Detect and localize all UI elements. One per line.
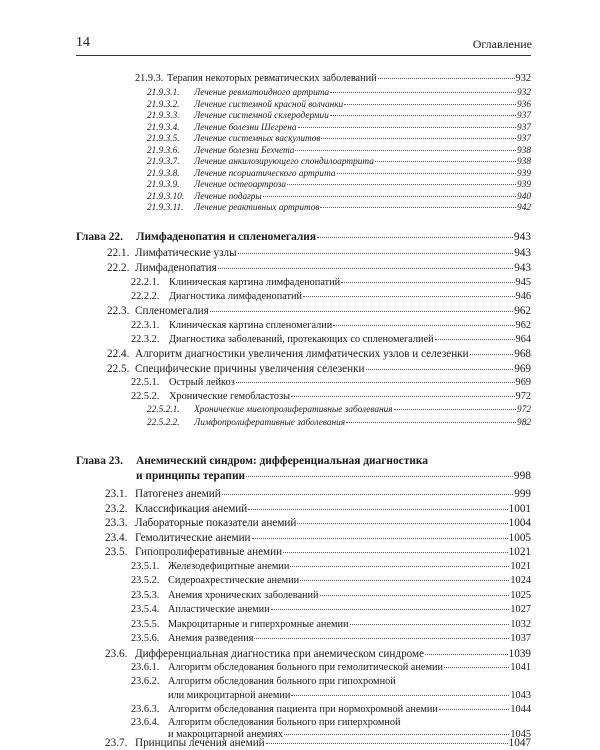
dot-leader (303, 296, 515, 297)
toc-entry[interactable]: 23.1. Патогенез анемий 999 (105, 488, 531, 500)
toc-entry[interactable]: 22.4. Алгоритм диагностики увеличения лимфатических узлов и селезенки 968 (107, 348, 531, 360)
toc-entry[interactable]: 23.6.3. Алгоритм обследования пациента при нормохромной анемии 1044 (131, 704, 531, 715)
dot-leader (291, 396, 514, 397)
dot-leader (283, 552, 508, 553)
toc-entry[interactable]: 23.5.1. Железодефицитные анемии 1021 (131, 560, 531, 572)
toc-entry[interactable]: 22.5.2.2. Лимфопролиферативные заболевания 982 (147, 418, 531, 428)
toc-entry[interactable]: 22.3.1. Клиническая картина спленомегалии 962 (131, 320, 531, 331)
toc-entry[interactable]: 22.5.2. Хронические гемобластозы 972 (131, 391, 531, 402)
toc-entry[interactable]: 23.5. Гипопролиферативные анемии 1021 (105, 546, 531, 558)
chapter-heading[interactable]: Глава 23. Анемический синдром: дифференциальная диагностика (76, 455, 428, 467)
toc-entry[interactable]: 23.6.2. Алгоритм обследования больного при гипохромной (131, 676, 396, 687)
dot-leader (341, 282, 514, 283)
dot-leader (320, 595, 510, 596)
toc-entry[interactable]: 22.2.2. Диагностика лимфаденопатий 946 (131, 291, 531, 302)
dot-leader (284, 734, 509, 735)
dot-leader (287, 184, 516, 185)
toc-entry[interactable]: 23.7. Принципы лечения анемий 1047 (105, 737, 531, 749)
dot-leader (238, 253, 514, 254)
toc-entry[interactable]: 21.9.3.6. Лечение болезни Бехчета 938 (147, 145, 531, 156)
dot-leader (246, 476, 513, 477)
toc-entry[interactable]: 21.9.3. Терапия некоторых ревматических заболеваний 932 (135, 73, 531, 84)
dot-leader (394, 409, 516, 410)
toc-entry[interactable]: 21.9.3.7. Лечение анкилозирующего спондилоартрита 938 (147, 157, 531, 167)
toc-entry[interactable]: 21.9.3.3. Лечение системной склеродермии 937 (147, 111, 531, 121)
chapter-heading[interactable]: Глава 22. Лимфаденопатия и спленомегалия 943 (76, 231, 531, 243)
dot-leader (366, 369, 514, 370)
toc-entry-continued[interactable]: и макроцитарной анемиях 1045 (168, 729, 531, 740)
toc-entry[interactable]: 23.3. Лабораторные показатели анемий 1004 (105, 517, 531, 529)
toc-entry[interactable]: 21.9.3.10. Лечение подагры 940 (147, 191, 531, 202)
header-rule (76, 55, 531, 56)
toc-entry[interactable]: 23.5.6. Анемия разведения 1037 (131, 633, 531, 644)
page-number: 14 (76, 35, 90, 50)
toc-entry[interactable]: 21.9.3.9. Лечение остеоартроза 939 (147, 180, 531, 190)
toc-entry[interactable]: 22.2. Лимфаденопатия 943 (107, 262, 531, 274)
toc-entry[interactable]: 22.2.1. Клиническая картина лимфаденопатий 945 (131, 277, 531, 288)
dot-leader (252, 538, 508, 539)
toc-entry[interactable]: 21.9.3.4. Лечение болезни Шегрена 937 (147, 122, 531, 133)
dot-leader (425, 654, 508, 655)
dot-leader (346, 422, 516, 423)
dot-leader (439, 709, 509, 710)
dot-leader (350, 624, 510, 625)
dot-leader (300, 580, 509, 581)
toc-entry-continued[interactable]: или микроцитарной анемии 1043 (168, 690, 531, 701)
toc-entry[interactable]: 21.9.3.5. Лечение системных васкулитов 937 (147, 134, 531, 144)
toc-entry[interactable]: 22.5.2.1. Хронические миелопролиферативные заболевания 972 (147, 405, 531, 415)
dot-leader (317, 237, 513, 238)
dot-leader (321, 138, 516, 139)
dot-leader (435, 339, 515, 340)
dot-leader (320, 207, 516, 208)
toc-entry[interactable]: 23.6.4. Алгоритм обследования больного при гиперхромной (131, 717, 401, 728)
dot-leader (266, 743, 508, 744)
toc-entry[interactable]: 21.9.3.1. Лечение ревматоидного артрита 932 (147, 88, 531, 98)
dot-leader (248, 509, 507, 510)
toc-entry[interactable]: 21.9.3.11. Лечение реактивных артритов 942 (147, 203, 531, 213)
dot-leader (271, 609, 510, 610)
dot-leader (222, 494, 513, 495)
dot-leader (330, 115, 516, 116)
toc-entry[interactable]: 23.5.5. Макроцитарные и гиперхромные анемии 1032 (131, 618, 531, 630)
toc-entry[interactable]: 23.4. Гемолитические анемии 1005 (105, 531, 531, 544)
dot-leader (254, 638, 509, 639)
toc-entry[interactable]: 21.9.3.2. Лечение системной красной волчанки 936 (147, 99, 531, 110)
running-title: Оглавление (472, 37, 532, 51)
dot-leader (297, 523, 507, 524)
dot-leader (470, 354, 514, 355)
chapter-heading-continued[interactable]: и принципы терапии 998 (136, 470, 531, 482)
toc-entry[interactable]: 23.2. Классификация анемий 1001 (105, 502, 531, 515)
toc-entry[interactable]: 22.3. Спленомегалия 962 (107, 305, 531, 317)
dot-leader (236, 382, 515, 383)
dot-leader (344, 104, 516, 105)
dot-leader (330, 92, 516, 93)
toc-entry[interactable]: 23.6.1. Алгоритм обследования больного при гемолитической анемии 1041 (131, 662, 531, 673)
dot-leader (333, 325, 514, 326)
toc-entry[interactable]: 22.3.2. Диагностика заболеваний, протекающих со спленомегалией 964 (131, 334, 531, 345)
dot-leader (290, 566, 509, 567)
toc-entry[interactable]: 23.5.2. Сидероахрестические анемии 1024 (131, 575, 531, 586)
toc-entry[interactable]: 22.5.1. Острый лейкоз 969 (131, 377, 531, 388)
toc-entry[interactable]: 21.9.3.8. Лечение псориатического артрита 939 (147, 168, 531, 179)
dot-leader (295, 150, 516, 151)
dot-leader (444, 667, 509, 668)
dot-leader (378, 78, 515, 79)
dot-leader (375, 161, 516, 162)
toc-entry[interactable]: 23.6. Дифференциальная диагностика при анемическом синдроме 1039 (105, 647, 531, 660)
toc-entry[interactable]: 22.1. Лимфатические узлы 943 (107, 247, 531, 259)
dot-leader (218, 268, 513, 269)
dot-leader (337, 173, 517, 174)
toc-entry[interactable]: 23.5.3. Анемия хронических заболеваний 1025 (131, 589, 531, 601)
toc-entry[interactable]: 23.5.4. Апластические анемии 1027 (131, 604, 531, 615)
dot-leader (291, 695, 509, 696)
dot-leader (263, 196, 516, 197)
dot-leader (210, 311, 513, 312)
toc-entry[interactable]: 22.5. Специфические причины увеличения селезенки 969 (107, 363, 531, 375)
dot-leader (298, 127, 517, 128)
